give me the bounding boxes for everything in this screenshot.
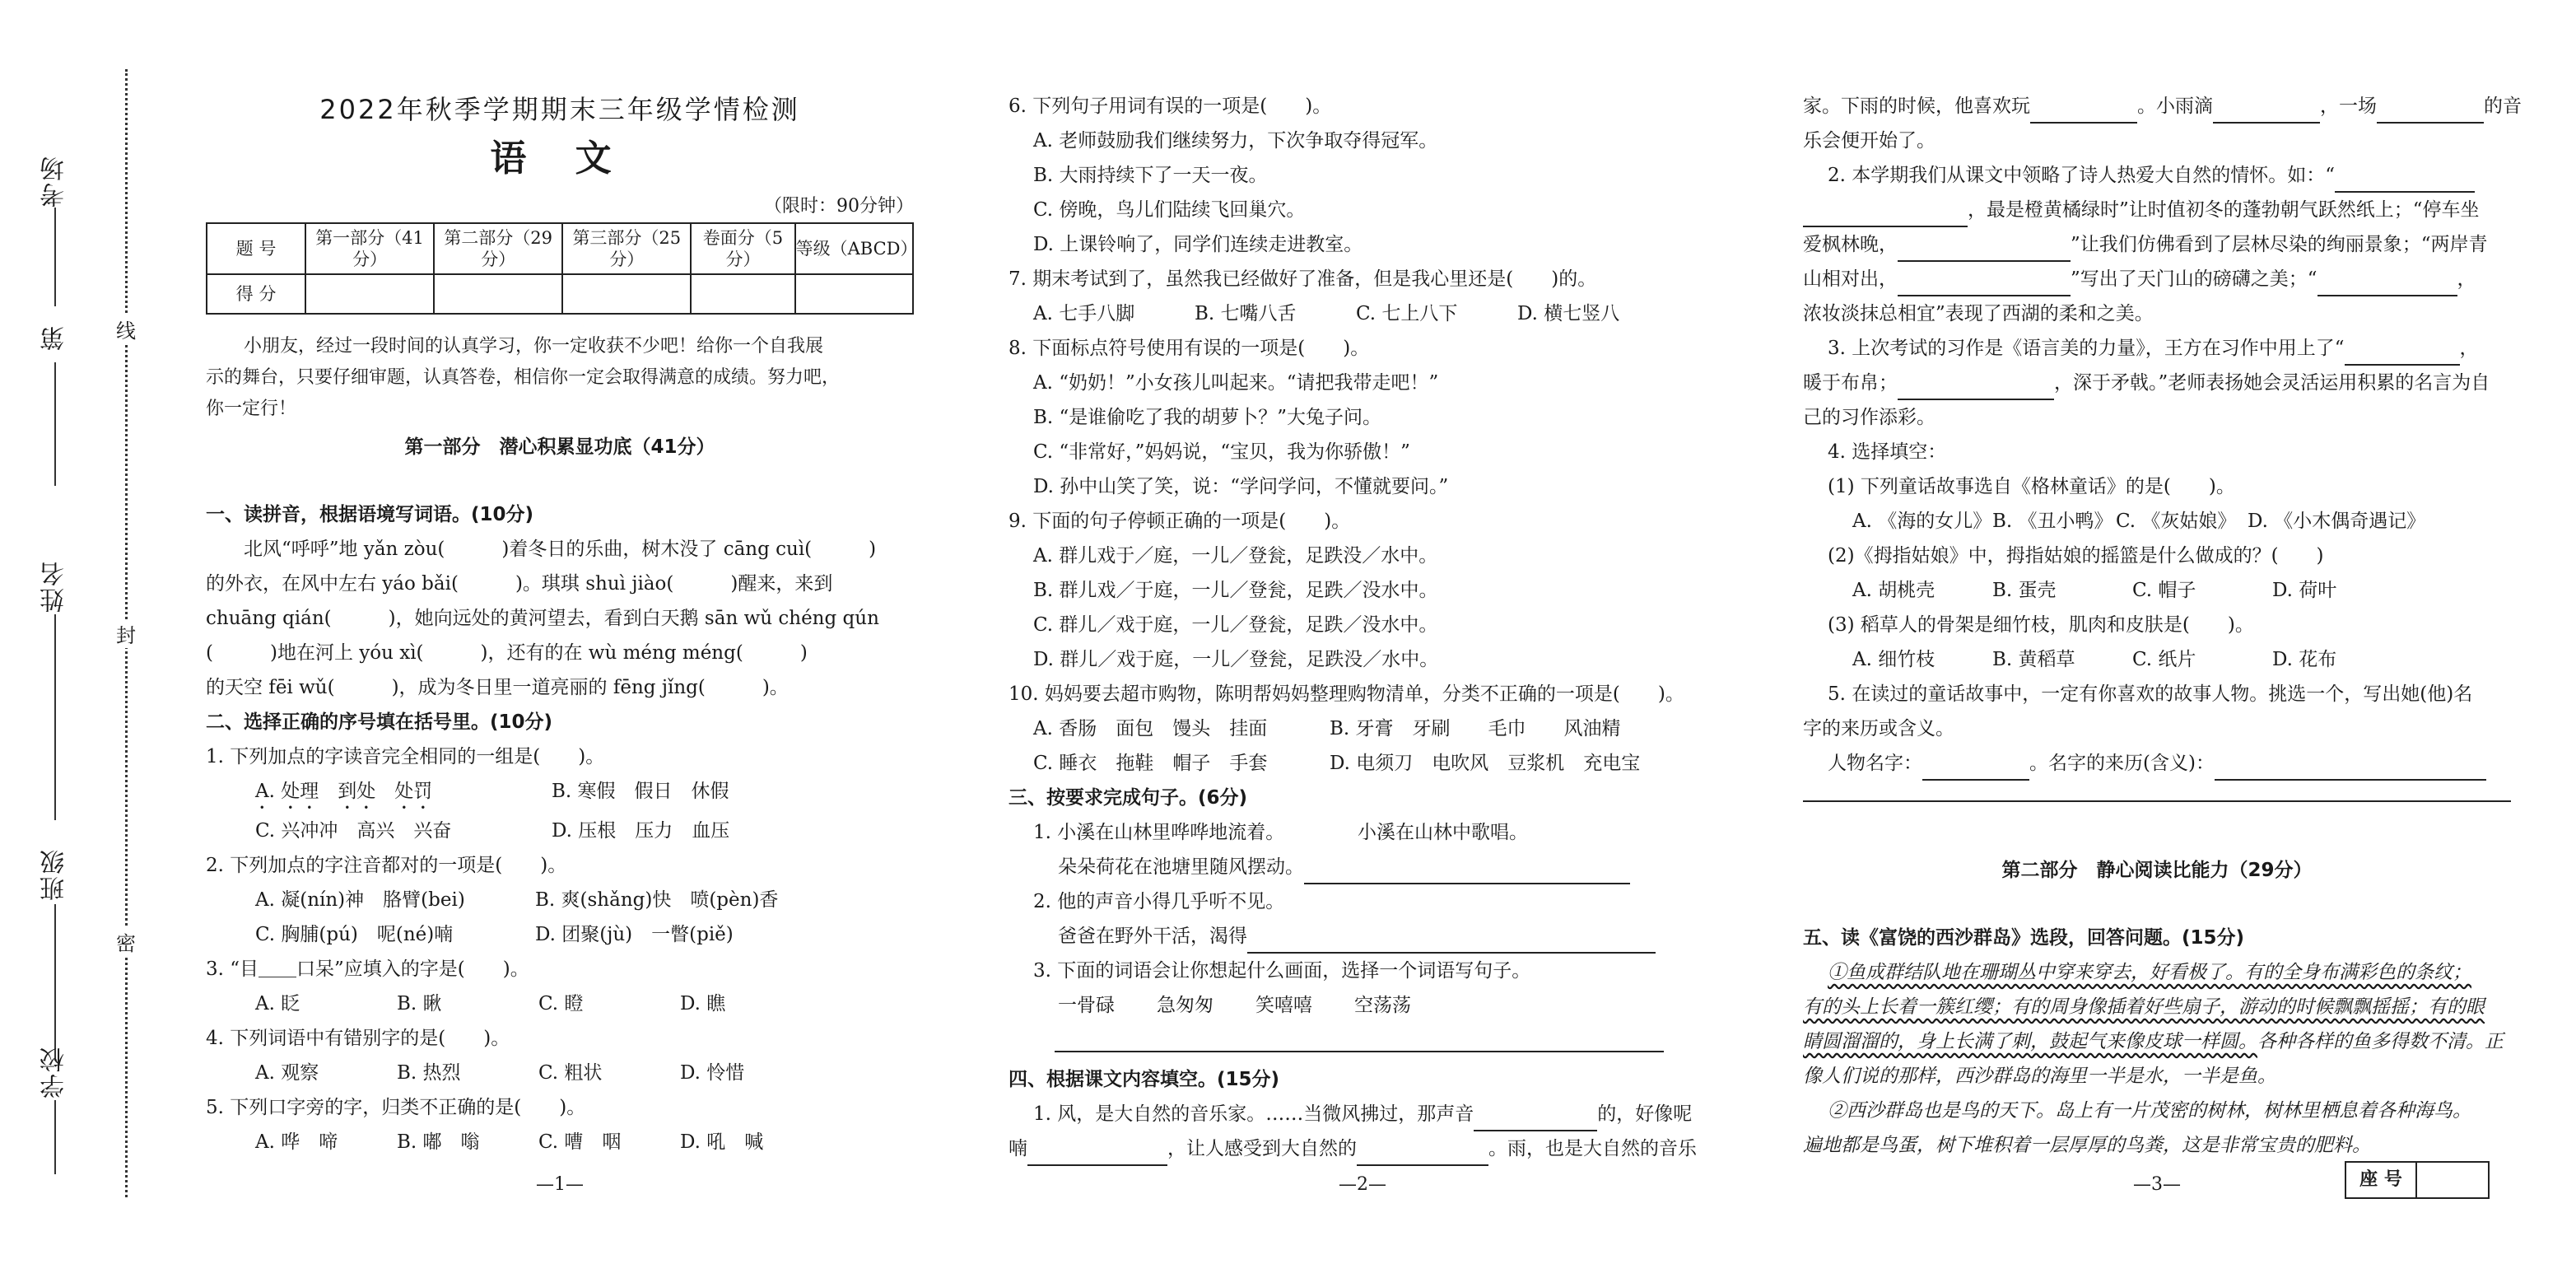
label-school: 学校 — [40, 1046, 69, 1098]
option[interactable]: B. 瞅 — [397, 993, 442, 1014]
fill-text: 2. 本学期我们从课文中领略了诗人热爱大自然的情怀。如：“ — [1828, 165, 2336, 186]
answer-blank[interactable] — [2215, 758, 2486, 781]
seal-char-line: 线 — [115, 315, 137, 343]
option[interactable]: C. 嘈 咽 — [538, 1131, 622, 1153]
option[interactable]: C. 瞪 — [538, 993, 584, 1014]
option[interactable]: C. 粗状 — [538, 1062, 603, 1084]
answer-blank[interactable] — [1474, 1108, 1597, 1131]
answer-blank[interactable] — [1247, 931, 1656, 954]
answer-blank[interactable] — [2335, 170, 2475, 193]
example-sentence: 2. 他的声音小得几乎听不见。 — [1033, 891, 1285, 912]
option[interactable]: D. 《小木偶奇遇记》 — [2248, 511, 2426, 532]
task-sentence: 爸爸在野外干活，渴得 — [1058, 926, 1247, 947]
seat-number-label: 座 号 — [2346, 1163, 2417, 1197]
part1-block — [206, 430, 914, 1159]
option[interactable]: B. 牙膏 牙刷 毛巾 风油精 — [1330, 718, 1621, 739]
option[interactable]: B. 大雨持续下了一天一夜。 — [1033, 165, 1268, 186]
page-number: —1— — [536, 1174, 584, 1195]
question: (3) 稻草人的骨架是细竹枝，肌肉和皮肤是( )。 — [1828, 614, 2254, 636]
pinyin-line: 的外衣，在风中左右 yáo bǎi( )。琪琪 shuì jiào( )醒来，来到 — [206, 573, 833, 595]
option[interactable]: D. 电须刀 电吹风 豆浆机 充电宝 — [1330, 753, 1641, 774]
reading-text: ①鱼成群结队地在珊瑚丛中穿来穿去，好看极了。有的全身布满彩色的条纹； — [1828, 962, 2471, 983]
answer-line[interactable] — [1055, 1023, 1664, 1052]
fill-text: ，深于矛戟。”老师表扬她会灵活运用积累的名言为自 — [2054, 372, 2490, 394]
option[interactable]: A. 《海的女儿》 — [1852, 511, 1992, 532]
label-exam-room: 考场 — [40, 155, 69, 208]
page2-block — [1009, 89, 1717, 1166]
answer-line[interactable] — [1803, 781, 2511, 802]
option[interactable]: A. 老师鼓励我们继续努力，下次争取夺得冠军。 — [1033, 130, 1438, 152]
question: 3. “目＿＿口呆”应填入的字是( )。 — [206, 958, 529, 980]
intro-line: 示的舞台，只要仔细审题，认真答卷，相信你一定会取得满意的成绩。努力吧， — [206, 367, 841, 388]
answer-blank[interactable] — [2030, 100, 2137, 124]
option[interactable]: A. 凝(nín)神 胳臂(bei) — [255, 889, 465, 911]
answer-blank[interactable] — [1304, 861, 1630, 884]
binding-margin — [0, 0, 140, 1264]
option[interactable]: B. 嘟 嗡 — [397, 1131, 480, 1153]
answer-blank[interactable] — [1898, 239, 2071, 262]
example-sentence: 1. 小溪在山林里哗哗地流着。 — [1033, 822, 1285, 843]
question: 5. 在读过的童话故事中，一定有你喜欢的故事人物。挑选一个，写出她(他)名 — [1828, 683, 2473, 705]
time-limit: （限时：90分钟） — [764, 196, 914, 217]
task-sentence: 朵朵荷花在池塘里随风摆动。 — [1058, 856, 1304, 878]
answer-blank[interactable] — [1357, 1143, 1488, 1166]
page-number: —3— — [2133, 1174, 2181, 1195]
reading-text: 各种各样的鱼多得数不清。正 — [2257, 1031, 2504, 1052]
option[interactable]: B. 七嘴八舌 — [1195, 303, 1297, 324]
page3-block — [1803, 89, 2522, 1163]
exam-room-blank[interactable] — [54, 208, 56, 306]
seat-number-field[interactable] — [2417, 1163, 2488, 1197]
label-class: 班级 — [40, 848, 69, 901]
exam-title: 2022年秋季学期期末三年级学情检测 — [319, 94, 800, 125]
option[interactable]: A. 群儿戏于／庭，一儿／登瓮，足跌没／水中。 — [1033, 545, 1438, 567]
option[interactable]: D. 瞧 — [680, 993, 726, 1014]
option[interactable]: A. 细竹枝 — [1852, 649, 1935, 670]
score-header-cell: 第三部分（25分） — [562, 223, 691, 274]
score-cell[interactable] — [305, 274, 434, 314]
name-blank[interactable] — [54, 614, 56, 820]
part2-heading: 第二部分 静心阅读比能力（29分） — [2001, 860, 2313, 881]
score-header-cell: 第一部分（41分） — [305, 223, 434, 274]
page-3 — [1803, 0, 2522, 1264]
answer-blank[interactable] — [1027, 1143, 1167, 1166]
score-cell[interactable] — [562, 274, 691, 314]
fill-text: 的音 — [2484, 96, 2522, 117]
word-choice: 空荡荡 — [1354, 995, 1411, 1016]
option[interactable]: B. 蛋壳 — [1992, 580, 2057, 601]
word-choice: 笑嘻嘻 — [1255, 995, 1312, 1016]
question: 字的来历或含义。 — [1803, 718, 1954, 739]
question: 4. 选择填空： — [1828, 441, 1947, 463]
score-table — [206, 222, 918, 315]
option[interactable]: C. 睡衣 拖鞋 帽子 手套 — [1033, 753, 1268, 774]
fill-text: ，最是橙黄橘绿时”让时值初冬的蓬勃朝气跃然纸上；“停车坐 — [1968, 199, 2480, 221]
option[interactable]: D. 横七竖八 — [1517, 303, 1620, 324]
fill-text: 。小雨滴 — [2137, 96, 2213, 117]
question: 5. 下列口字旁的字，归类不正确的是( )。 — [206, 1097, 586, 1118]
number-blank[interactable] — [54, 362, 56, 486]
option[interactable]: D. 荷叶 — [2272, 580, 2337, 601]
question: 7. 期末考试到了，虽然我已经做好了准备，但是我心里还是( )的。 — [1009, 268, 1597, 290]
reading-text: 像人们说的那样，西沙群岛的海里一半是水，一半是鱼。 — [1803, 1066, 2276, 1087]
option[interactable]: D. 团聚(jù) 一瞥(piě) — [535, 924, 734, 945]
intro-line: 你一定行！ — [206, 399, 297, 419]
score-header-cell: 题 号 — [207, 223, 305, 274]
option[interactable]: B. 热烈 — [397, 1062, 461, 1084]
question: 4. 下列词语中有错别字的是( )。 — [206, 1028, 510, 1049]
section1-heading: 一、读拼音，根据语境写词语。(10分) — [206, 504, 534, 525]
score-header-cell: 第二部分（29分） — [434, 223, 562, 274]
answer-blank[interactable] — [1898, 377, 2054, 400]
option[interactable]: D. 上课铃响了，同学们连续走进教室。 — [1033, 234, 1363, 255]
option[interactable]: B. 《丑小鸭》 — [1992, 511, 2113, 532]
question: 1. 下列加点的字读音完全相同的一组是( )。 — [206, 746, 605, 767]
page-1 — [206, 0, 918, 1264]
option[interactable]: C. 七上八下 — [1356, 303, 1458, 324]
label-number: 第 — [40, 324, 69, 351]
option[interactable]: A. 胡桃壳 — [1852, 580, 1935, 601]
answer-blank[interactable] — [2213, 100, 2320, 124]
fill-text: 乐会便开始了。 — [1803, 130, 1935, 152]
fill-text: ，让人感受到大自然的 — [1167, 1138, 1357, 1159]
option[interactable]: A. 观察 — [255, 1062, 319, 1084]
answer-blank[interactable] — [1898, 273, 2071, 296]
fill-text: ”让我们仿佛看到了层林尽染的绚丽景象；“两岸青 — [2071, 234, 2488, 255]
seal-char-secret: 密 — [115, 927, 137, 956]
label-name: 姓名 — [40, 560, 69, 613]
reading-text: ②西沙群岛也是鸟的天下。岛上有一片茂密的树林，树林里栖息着各种海鸟。 — [1828, 1100, 2471, 1122]
option[interactable]: D. 孙中山笑了笑，说：“学问学问，不懂就要问。” — [1033, 476, 1449, 497]
option[interactable]: D. 吼 喊 — [680, 1131, 764, 1153]
fill-text: 暖于布帛； — [1803, 372, 1898, 394]
subject-title: 语 文 — [490, 138, 630, 180]
reading-text: 有的头上长着一簇红缨；有的周身像插着好些扇子，游动的时候飘飘摇摇；有的眼 — [1803, 996, 2485, 1018]
answer-blank[interactable] — [2345, 343, 2460, 366]
section5-heading: 五、读《富饶的西沙群岛》选段，回答问题。(15分) — [1803, 927, 2245, 949]
answer-blank[interactable] — [2377, 100, 2484, 124]
answer-blank[interactable] — [1922, 758, 2029, 781]
score-cell[interactable] — [434, 274, 562, 314]
option[interactable]: A. “奶奶！”小女孩儿叫起来。“请把我带走吧！” — [1033, 372, 1439, 394]
question: 2. 下列加点的字注音都对的一项是( )。 — [206, 855, 567, 876]
intro-block — [206, 331, 914, 425]
score-label-cell: 得 分 — [207, 274, 305, 314]
answer-blank[interactable] — [2317, 273, 2457, 296]
option[interactable]: A. 香肠 面包 馒头 挂面 — [1033, 718, 1268, 739]
option[interactable]: C. 兴冲冲 高兴 兴奋 — [255, 820, 452, 842]
seat-number-box — [2345, 1161, 2490, 1199]
score-header-cell: 等级（ABCD） — [795, 223, 913, 274]
section4-heading: 四、根据课文内容填空。(15分) — [1009, 1069, 1280, 1090]
fill-text: 。名字的来历(含义)： — [2029, 753, 2215, 774]
fill-text: 人物名字： — [1828, 753, 1922, 774]
fill-text: 喃 — [1009, 1138, 1027, 1159]
option[interactable]: C. “非常好，”妈妈说，“宝贝，我为你骄傲！” — [1033, 441, 1410, 463]
score-cell[interactable] — [795, 274, 913, 314]
fill-text: 己的习作添彩。 — [1803, 407, 1935, 428]
fill-text: ， — [2457, 268, 2476, 290]
question: 9. 下面的句子停顿正确的一项是( )。 — [1009, 511, 1351, 532]
example-sentence: 小溪在山林中歌唱。 — [1358, 822, 1528, 843]
option[interactable]: A. 七手八脚 — [1033, 303, 1135, 324]
fill-text: 爱枫林晚， — [1803, 234, 1898, 255]
option[interactable]: C. 纸片 — [2132, 649, 2196, 670]
class-blank[interactable] — [54, 904, 56, 1061]
question: (2)《拇指姑娘》中，拇指姑娘的摇篮是什么做成的？( ) — [1828, 545, 2324, 567]
reading-text: 遍地都是鸟蛋，树下堆积着一层厚厚的鸟粪，这是非常宝贵的肥料。 — [1803, 1135, 2371, 1156]
option[interactable]: B. 寒假 假日 休假 — [552, 781, 729, 802]
school-blank[interactable] — [54, 1100, 56, 1174]
option[interactable]: B. 爽(shǎng)快 喷(pèn)香 — [535, 889, 779, 911]
question: 6. 下列句子用词有误的一项是( )。 — [1009, 96, 1332, 117]
option[interactable]: D. 花布 — [2272, 649, 2337, 670]
question: 3. 下面的词语会让你想起什么画面，选择一个词语写句子。 — [1033, 960, 1531, 982]
intro-line: 小朋友，经过一段时间的认真学习，你一定收获不少吧！给你一个自我展 — [244, 336, 824, 357]
option[interactable]: B. “是谁偷吃了我的胡萝卜？”大兔子问。 — [1033, 407, 1382, 428]
option[interactable]: C. 《灰姑娘》 — [2116, 511, 2237, 532]
word-choice: 一骨碌 — [1058, 995, 1115, 1016]
score-cell[interactable] — [691, 274, 794, 314]
seal-char-seal: 封 — [115, 619, 137, 648]
fill-text: ，一场 — [2320, 96, 2377, 117]
question: (1) 下列童话故事选自《格林童话》的是( )。 — [1828, 476, 2235, 497]
question: 8. 下面标点符号使用有误的一项是( )。 — [1009, 338, 1370, 359]
word-choice: 急匆匆 — [1157, 995, 1213, 1016]
page-number: —2— — [1339, 1174, 1386, 1195]
part1-heading: 第一部分 潜心积累显功底（41分） — [404, 436, 715, 458]
answer-blank[interactable] — [1803, 204, 1968, 227]
pinyin-line: chuāng qián( )，她向远处的黄河望去，看到白天鹅 sān wǔ chéng qún — [206, 608, 879, 629]
section3-heading: 三、按要求完成句子。(6分) — [1009, 787, 1248, 809]
question: 10. 妈妈要去超市购物，陈明帮妈妈整理购物清单，分类不正确的一项是( )。 — [1009, 683, 1684, 705]
option[interactable]: C. 群儿／戏于庭，一儿／登瓮，足跌／没水中。 — [1033, 614, 1438, 636]
page-2 — [1009, 0, 1717, 1264]
fill-text: 山相对出， — [1803, 268, 1898, 290]
fill-text: 浓妆淡抹总相宜”表现了西湖的柔和之美。 — [1803, 303, 2154, 324]
option[interactable]: A. 眨 — [255, 993, 300, 1014]
section2-heading: 二、选择正确的序号填在括号里。(10分) — [206, 711, 553, 733]
option[interactable]: C. 傍晚，鸟儿们陆续飞回巢穴。 — [1033, 199, 1306, 221]
option[interactable]: D. 群儿／戏于庭，一儿／登瓮，足跌没／水中。 — [1033, 649, 1439, 670]
score-header-cell: 卷面分（5分） — [691, 223, 794, 274]
option[interactable]: D. 压根 压力 血压 — [552, 820, 730, 842]
option[interactable]: D. 怜惜 — [680, 1062, 745, 1084]
fill-text: 1. 风，是大自然的音乐家。……当微风拂过，那声音 — [1033, 1103, 1474, 1125]
option[interactable]: A. 处理 到处 处罚 — [255, 781, 433, 802]
pinyin-line: 北风“呼呼”地 yǎn zòu( )着冬日的乐曲，树木没了 cāng cuì( ) — [244, 539, 877, 560]
fill-text: ， — [2459, 338, 2479, 359]
fill-text: 的，好像呢 — [1597, 1103, 1693, 1125]
option[interactable]: A. 哗 啼 — [255, 1131, 338, 1153]
pinyin-line: ( )地在河上 yóu xì( )，还有的在 wù méng méng( ) — [206, 642, 808, 664]
fill-text: ”写出了天门山的磅礴之美；“ — [2071, 268, 2317, 290]
fill-text: 家。下雨的时候，他喜欢玩 — [1803, 96, 2030, 117]
option[interactable]: C. 胸脯(pú) 呢(né)喃 — [255, 924, 454, 945]
option[interactable]: C. 帽子 — [2132, 580, 2196, 601]
option[interactable]: B. 群儿戏／于庭，一儿／登瓮，足跌／没水中。 — [1033, 580, 1438, 601]
option[interactable]: B. 黄稻草 — [1992, 649, 2075, 670]
pinyin-line: 的天空 fēi wǔ( )，成为冬日里一道亮丽的 fēng jǐng( )。 — [206, 677, 789, 698]
fill-text: 。雨，也是大自然的音乐 — [1488, 1138, 1697, 1159]
reading-text: 睛圆溜溜的，身上长满了刺，鼓起气来像皮球一样圆。 — [1803, 1031, 2257, 1052]
fill-text: 3. 上次考试的习作是《语言美的力量》，王方在习作中用上了“ — [1828, 338, 2345, 359]
